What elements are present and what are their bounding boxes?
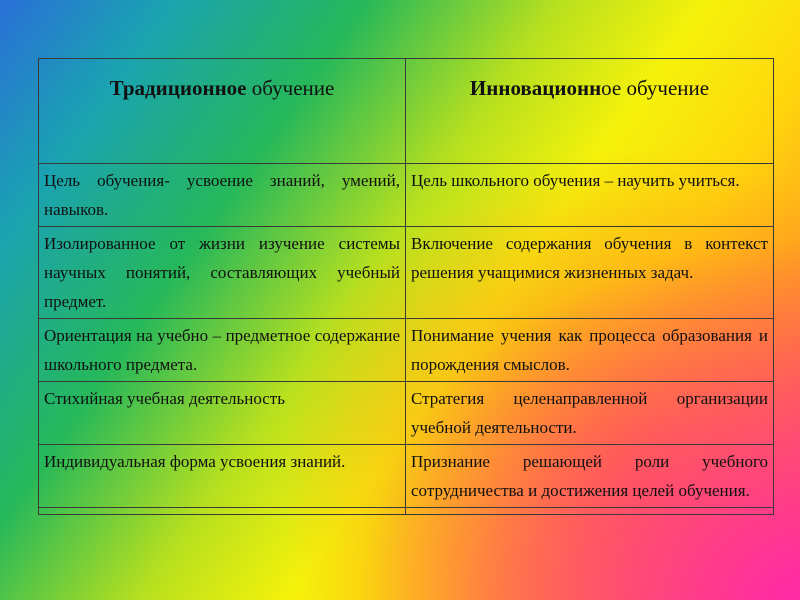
- empty-cell: [406, 508, 774, 515]
- traditional-cell: Изолированное от жизни изучение системы научных понятий, составляющих учебный предмет.: [39, 227, 406, 319]
- table-row: [39, 164, 774, 227]
- traditional-cell: Стихийная учебная деятельность: [39, 382, 406, 445]
- table-row: [39, 227, 774, 319]
- innovative-cell: Стратегия целенаправленной организации учебной деятельности.: [406, 382, 774, 445]
- empty-table-row: [39, 508, 774, 515]
- comparison-table: [38, 58, 774, 515]
- table-row: [39, 382, 774, 445]
- header-traditional-rest: обучение: [246, 76, 335, 100]
- table-row: [39, 445, 774, 508]
- traditional-cell: Ориентация на учебно – предметное содержание школьного предмета.: [39, 319, 406, 382]
- header-traditional: [39, 59, 406, 164]
- traditional-cell: Индивидуальная форма усвоения знаний.: [39, 445, 406, 508]
- innovative-cell: Понимание учения как процесса образования и порождения смыслов.: [406, 319, 774, 382]
- header-innovative: [406, 59, 774, 164]
- table-header-row: [39, 59, 774, 164]
- innovative-cell: Цель школьного обучения – научить учиться.: [406, 164, 774, 227]
- empty-cell: [39, 508, 406, 515]
- innovative-cell: Признание решающей роли учебного сотрудничества и достижения целей обучения.: [406, 445, 774, 508]
- table-row: [39, 319, 774, 382]
- innovative-cell: Включение содержания обучения в контекст решения учащимися жизненных задач.: [406, 227, 774, 319]
- traditional-cell: Цель обучения- усвоение знаний, умений, навыков.: [39, 164, 406, 227]
- header-innovative-rest: ое обучение: [601, 76, 710, 100]
- header-innovative-bold: Инновационн: [469, 76, 602, 100]
- header-traditional-bold: Традиционное: [109, 76, 247, 100]
